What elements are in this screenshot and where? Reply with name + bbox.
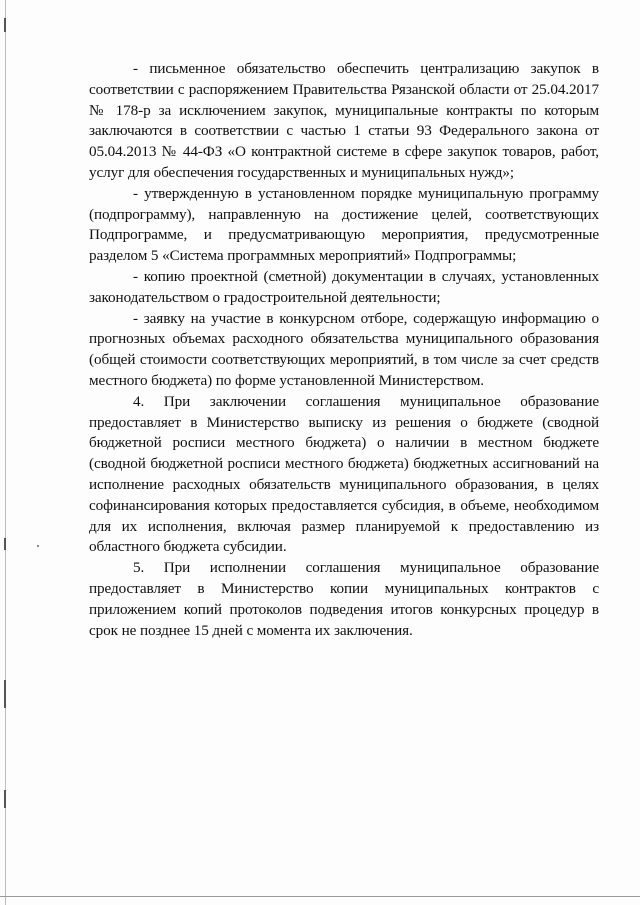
document-body bbox=[89, 59, 599, 641]
scan-bottom-edge bbox=[0, 896, 640, 897]
paragraph-item-4: 4. При заключении соглашения муниципальное образование предоставляет в Министерство выписку из решения о бюджете (сводной бюджетной росписи местного бюджета) о наличии в местном бюджете (сводной бюджетной росписи местного бюджета) бюджетных ассигнований на исполнение расходных обязательств муниципального образования, в целях софинансирования которых предоставляется субсидия, в объеме, необходимом для их исполнения, включая размер планируемой к предоставлению из областного бюджета субсидии. bbox=[89, 392, 599, 556]
paragraph-design-documentation: - копию проектной (сметной) документации в случаях, установленных законодательством о градостроительной деятельности; bbox=[89, 267, 599, 306]
paragraph-item-5: 5. При исполнении соглашения муниципальное образование предоставляет в Министерство копии муниципальных контрактов с приложением копий протоколов подведения итогов конкурсных процедур в срок не позднее 15 дней с момента их заключения. bbox=[89, 559, 599, 639]
scan-speck bbox=[37, 545, 39, 547]
scan-mark bbox=[4, 538, 6, 550]
paragraph-centralization: - письменное обязательство обеспечить централизацию закупок в соответствии с распоряжением Правительства Рязанской области от 25.04.2017 № 178-р за исключением закупок, муниципальные контракты по которым заключаются в соответствии с частью 1 статьи 93 Федерального закона от 05.04.2013 № 44-ФЗ «О контрактной системе в сфере закупок товаров, работ, услуг для обеспечения государственных и муниципальных нужд»; bbox=[89, 60, 599, 181]
scan-mark bbox=[4, 18, 6, 32]
paragraph-municipal-program: - утвержденную в установленном порядке муниципальную программу (подпрограмму), направленную на достижение целей, соответствующих Подпрограмме, и предусматривающую мероприятия, предусмотренные разделом 5 «Система программных мероприятий» Подпрограммы; bbox=[89, 184, 599, 265]
scan-mark bbox=[4, 680, 6, 708]
scan-left-edge bbox=[5, 0, 6, 905]
scan-mark bbox=[4, 790, 6, 808]
paragraph-application: - заявку на участие в конкурсном отборе, содержащую информацию о прогнозных объемах расходного обязательства муниципального образования (общей стоимости соответствующих мероприятий, в том числе за счет средств местного бюджета) по форме установленной Министерством. bbox=[89, 309, 599, 389]
